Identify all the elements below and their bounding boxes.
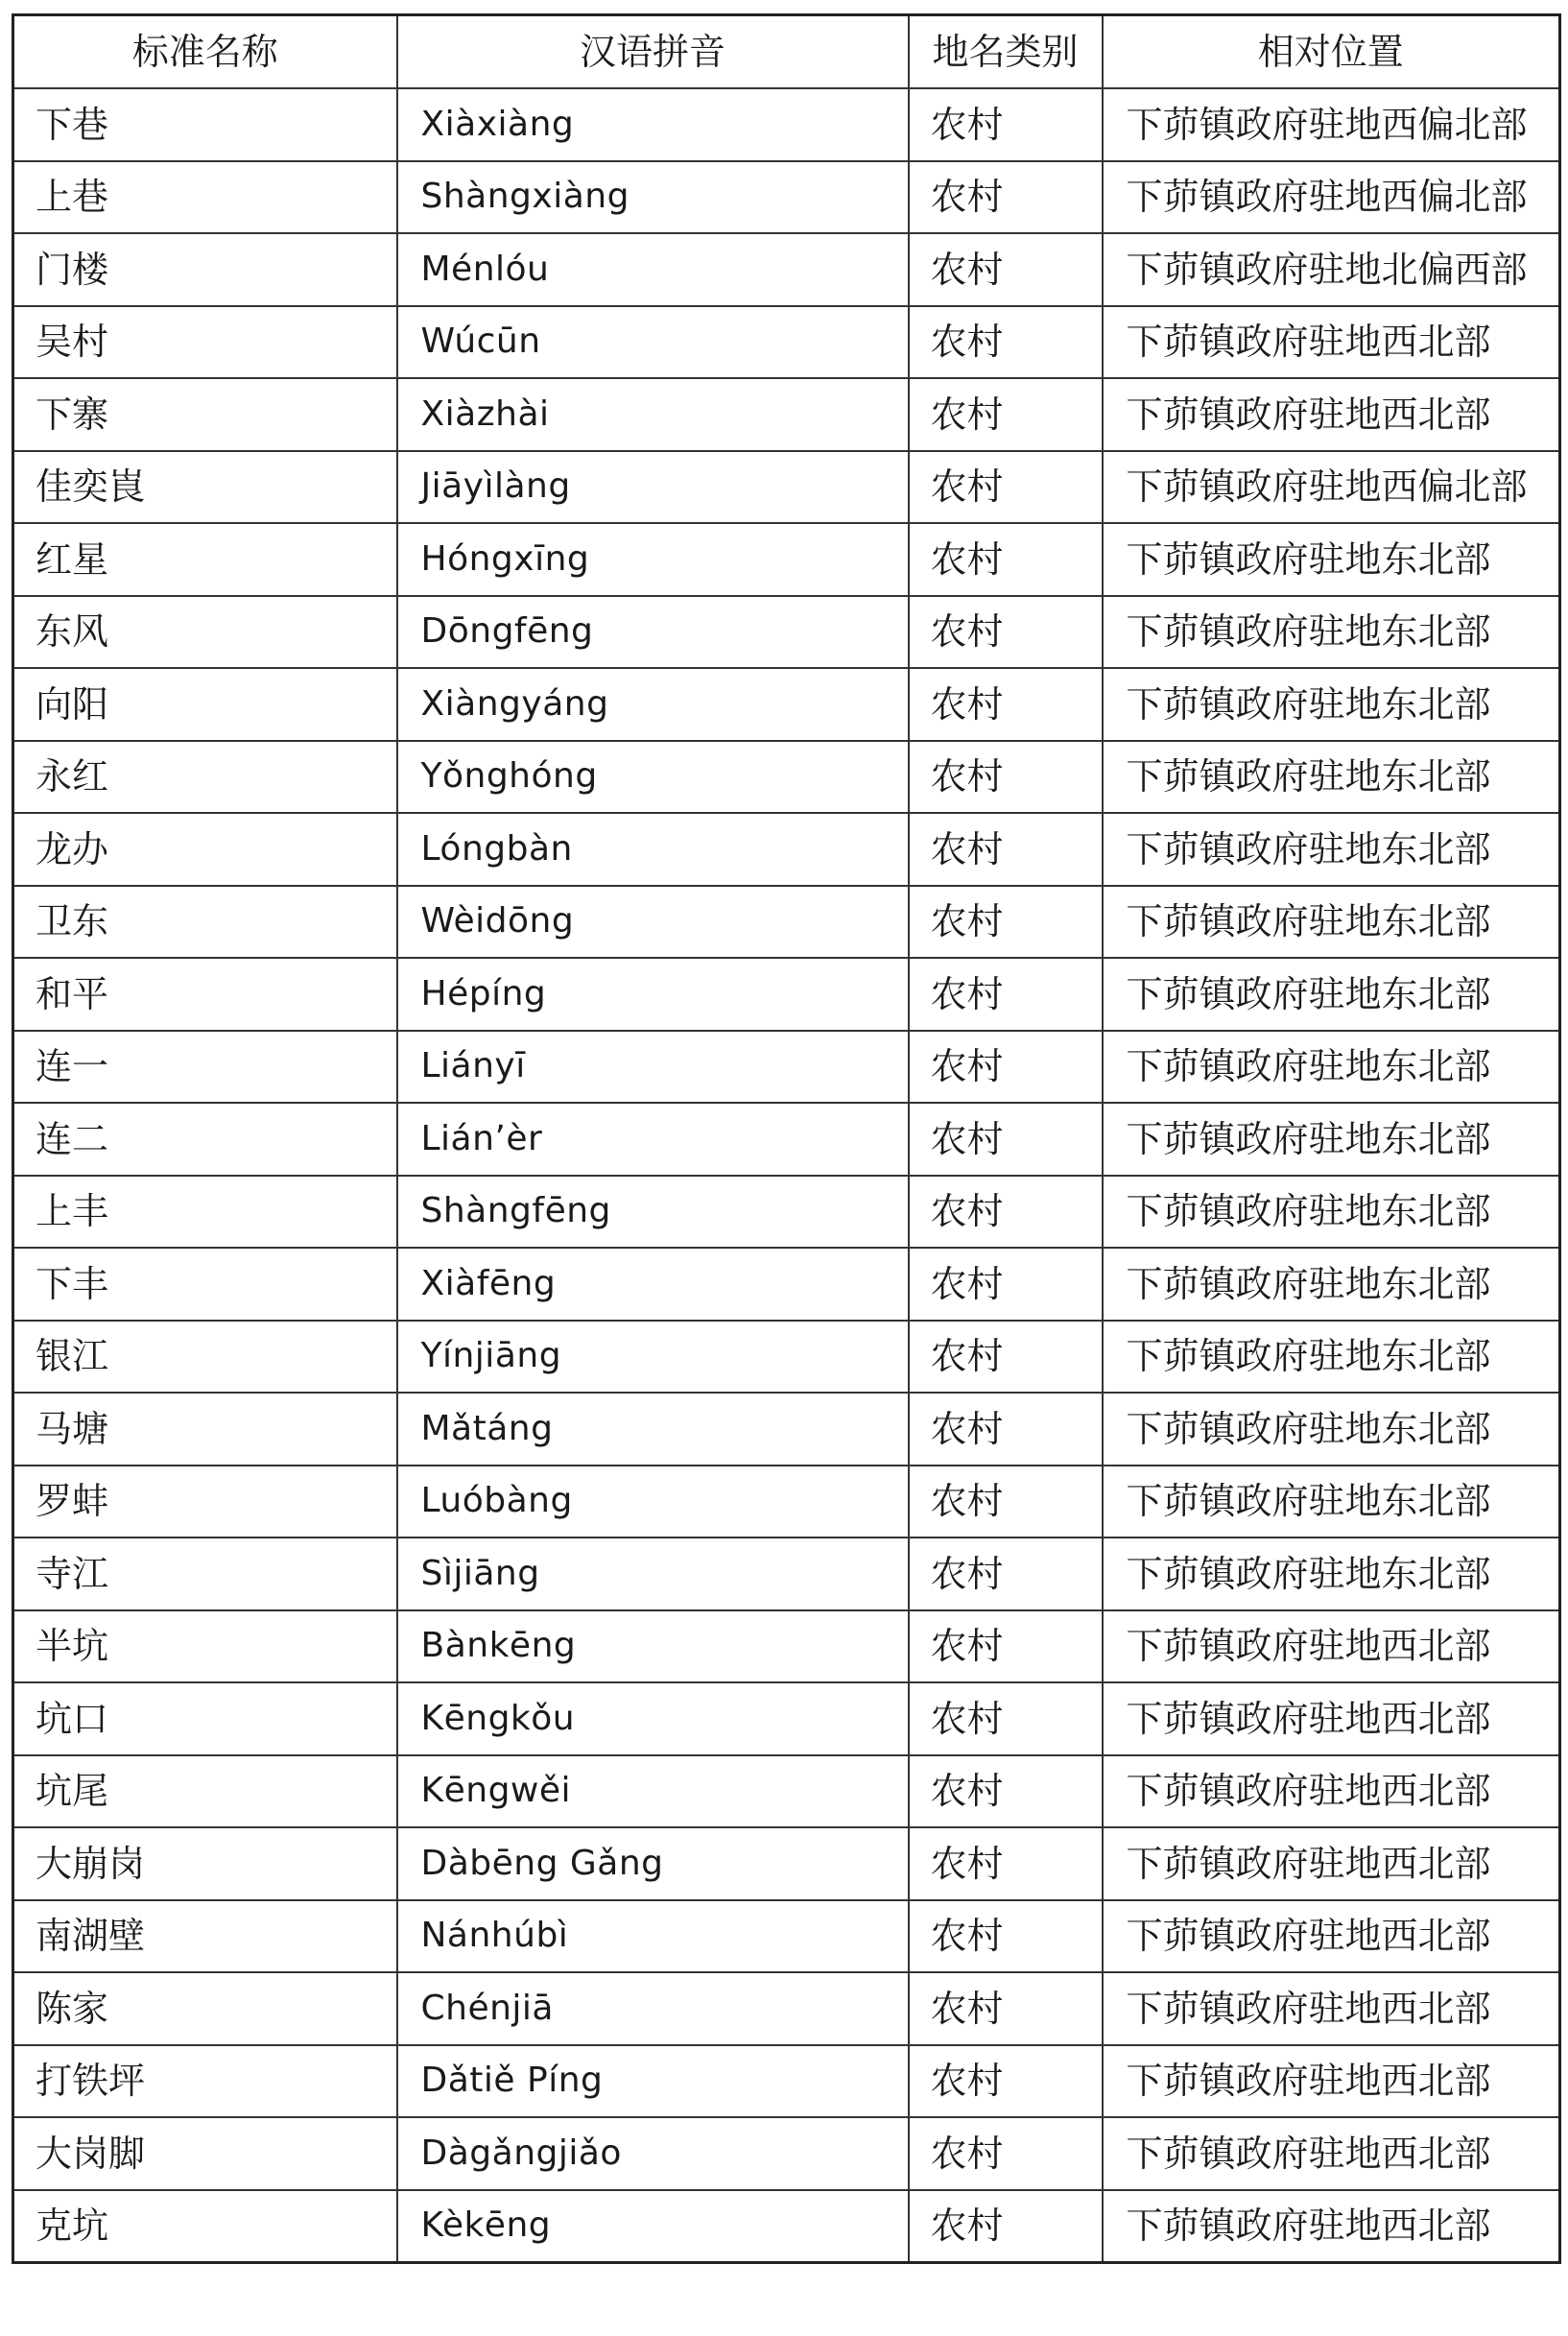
relative-position-cell: 下茆镇政府驻地东北部 [1103,1393,1560,1466]
relative-position-cell: 下茆镇政府驻地西北部 [1103,2045,1560,2118]
place-name-table [12,13,1561,2264]
standard-name-cell: 上巷 [13,161,397,234]
category-cell: 农村 [909,1466,1103,1538]
table-row [13,161,1560,234]
relative-position-cell: 下茆镇政府驻地北偏西部 [1103,233,1560,306]
table-row [13,1827,1560,1900]
relative-position-cell: 下茆镇政府驻地东北部 [1103,523,1560,596]
table-row [13,813,1560,886]
standard-name-cell: 下巷 [13,88,397,161]
relative-position-cell: 下茆镇政府驻地东北部 [1103,596,1560,669]
pinyin-cell: Kēngkǒu [397,1682,909,1755]
standard-name-cell: 坑尾 [13,1755,397,1828]
pinyin-cell: Xiàfēng [397,1248,909,1321]
category-cell: 农村 [909,306,1103,379]
category-cell: 农村 [909,1031,1103,1104]
table-row [13,306,1560,379]
standard-name-cell: 门楼 [13,233,397,306]
table-row [13,2117,1560,2190]
pinyin-cell: Dōngfēng [397,596,909,669]
pinyin-cell: Dàbēng Gǎng [397,1827,909,1900]
table-row [13,1321,1560,1394]
pinyin-cell: Kèkēng [397,2190,909,2263]
standard-name-cell: 大崩岗 [13,1827,397,1900]
table-row [13,1103,1560,1176]
category-cell: 农村 [909,88,1103,161]
relative-position-cell: 下茆镇政府驻地东北部 [1103,741,1560,814]
table-row [13,88,1560,161]
category-cell: 农村 [909,1393,1103,1466]
relative-position-cell: 下茆镇政府驻地东北部 [1103,1537,1560,1610]
pinyin-cell: Kēngwěi [397,1755,909,1828]
relative-position-cell: 下茆镇政府驻地西北部 [1103,1827,1560,1900]
place-name-table-sheet [12,13,1558,2264]
category-cell: 农村 [909,1321,1103,1394]
standard-name-cell: 卫东 [13,886,397,959]
relative-position-cell: 下茆镇政府驻地西北部 [1103,306,1560,379]
relative-position-cell: 下茆镇政府驻地西北部 [1103,1682,1560,1755]
pinyin-cell: Liányī [397,1031,909,1104]
category-cell: 农村 [909,1537,1103,1610]
category-cell: 农村 [909,161,1103,234]
pinyin-cell: Luóbàng [397,1466,909,1538]
table-row [13,451,1560,524]
pinyin-cell: Hépíng [397,958,909,1031]
table-row [13,2190,1560,2263]
table-row [13,1537,1560,1610]
pinyin-cell: Bànkēng [397,1610,909,1683]
relative-position-cell: 下茆镇政府驻地西北部 [1103,1900,1560,1973]
pinyin-cell: Sìjiāng [397,1537,909,1610]
table-row [13,523,1560,596]
standard-name-cell: 克坑 [13,2190,397,2263]
table-row [13,668,1560,741]
category-cell: 农村 [909,2117,1103,2190]
category-cell: 农村 [909,1103,1103,1176]
category-cell: 农村 [909,886,1103,959]
table-header-row [13,15,1560,89]
table-row [13,1682,1560,1755]
standard-name-cell: 大岗脚 [13,2117,397,2190]
category-cell: 农村 [909,1248,1103,1321]
standard-name-cell: 佳奕崀 [13,451,397,524]
relative-position-cell: 下茆镇政府驻地西偏北部 [1103,161,1560,234]
standard-name-cell: 下寨 [13,378,397,451]
pinyin-cell: Xiàngyáng [397,668,909,741]
relative-position-cell: 下茆镇政府驻地西北部 [1103,378,1560,451]
standard-name-cell: 龙办 [13,813,397,886]
pinyin-cell: Lián’èr [397,1103,909,1176]
standard-name-cell: 东风 [13,596,397,669]
header-category: 地名类别 [909,15,1103,89]
category-cell: 农村 [909,1972,1103,2045]
relative-position-cell: 下茆镇政府驻地西北部 [1103,2117,1560,2190]
pinyin-cell: Dàgǎngjiǎo [397,2117,909,2190]
pinyin-cell: Chénjiā [397,1972,909,2045]
relative-position-cell: 下茆镇政府驻地东北部 [1103,958,1560,1031]
pinyin-cell: Shàngfēng [397,1176,909,1249]
table-row [13,741,1560,814]
category-cell: 农村 [909,1755,1103,1828]
pinyin-cell: Shàngxiàng [397,161,909,234]
table-row [13,596,1560,669]
category-cell: 农村 [909,958,1103,1031]
pinyin-cell: Xiàzhài [397,378,909,451]
table-row [13,1900,1560,1973]
relative-position-cell: 下茆镇政府驻地东北部 [1103,1176,1560,1249]
table-row [13,1176,1560,1249]
relative-position-cell: 下茆镇政府驻地东北部 [1103,1103,1560,1176]
category-cell: 农村 [909,523,1103,596]
table-row [13,958,1560,1031]
standard-name-cell: 连二 [13,1103,397,1176]
pinyin-cell: Ménlóu [397,233,909,306]
category-cell: 农村 [909,2045,1103,2118]
table-row [13,1393,1560,1466]
standard-name-cell: 马塘 [13,1393,397,1466]
category-cell: 农村 [909,1682,1103,1755]
standard-name-cell: 陈家 [13,1972,397,2045]
category-cell: 农村 [909,813,1103,886]
relative-position-cell: 下茆镇政府驻地西偏北部 [1103,88,1560,161]
standard-name-cell: 罗蚌 [13,1466,397,1538]
category-cell: 农村 [909,1176,1103,1249]
relative-position-cell: 下茆镇政府驻地东北部 [1103,886,1560,959]
relative-position-cell: 下茆镇政府驻地东北部 [1103,1031,1560,1104]
header-pinyin: 汉语拼音 [397,15,909,89]
table-row [13,233,1560,306]
table-body [13,88,1560,2263]
standard-name-cell: 和平 [13,958,397,1031]
standard-name-cell: 下丰 [13,1248,397,1321]
relative-position-cell: 下茆镇政府驻地西北部 [1103,1610,1560,1683]
table-row [13,1031,1560,1104]
standard-name-cell: 南湖壁 [13,1900,397,1973]
standard-name-cell: 吴村 [13,306,397,379]
pinyin-cell: Yǒnghóng [397,741,909,814]
table-row [13,1972,1560,2045]
relative-position-cell: 下茆镇政府驻地东北部 [1103,1466,1560,1538]
relative-position-cell: 下茆镇政府驻地西北部 [1103,1755,1560,1828]
pinyin-cell: Hóngxīng [397,523,909,596]
category-cell: 农村 [909,1610,1103,1683]
pinyin-cell: Wúcūn [397,306,909,379]
table-row [13,1610,1560,1683]
table-row [13,378,1560,451]
pinyin-cell: Wèidōng [397,886,909,959]
pinyin-cell: Xiàxiàng [397,88,909,161]
table-row [13,1466,1560,1538]
table-row [13,886,1560,959]
pinyin-cell: Nánhúbì [397,1900,909,1973]
standard-name-cell: 向阳 [13,668,397,741]
category-cell: 农村 [909,378,1103,451]
relative-position-cell: 下茆镇政府驻地东北部 [1103,813,1560,886]
pinyin-cell: Yínjiāng [397,1321,909,1394]
relative-position-cell: 下茆镇政府驻地西偏北部 [1103,451,1560,524]
category-cell: 农村 [909,451,1103,524]
category-cell: 农村 [909,1827,1103,1900]
relative-position-cell: 下茆镇政府驻地东北部 [1103,668,1560,741]
category-cell: 农村 [909,233,1103,306]
category-cell: 农村 [909,668,1103,741]
pinyin-cell: Dǎtiě Píng [397,2045,909,2118]
standard-name-cell: 坑口 [13,1682,397,1755]
standard-name-cell: 永红 [13,741,397,814]
table-row [13,1755,1560,1828]
header-relative-position: 相对位置 [1103,15,1560,89]
relative-position-cell: 下茆镇政府驻地东北部 [1103,1321,1560,1394]
table-row [13,2045,1560,2118]
standard-name-cell: 连一 [13,1031,397,1104]
pinyin-cell: Jiāyìlàng [397,451,909,524]
category-cell: 农村 [909,596,1103,669]
standard-name-cell: 银江 [13,1321,397,1394]
relative-position-cell: 下茆镇政府驻地西北部 [1103,1972,1560,2045]
table-row [13,1248,1560,1321]
header-standard-name: 标准名称 [13,15,397,89]
standard-name-cell: 打铁坪 [13,2045,397,2118]
category-cell: 农村 [909,741,1103,814]
standard-name-cell: 红星 [13,523,397,596]
category-cell: 农村 [909,1900,1103,1973]
standard-name-cell: 上丰 [13,1176,397,1249]
standard-name-cell: 半坑 [13,1610,397,1683]
relative-position-cell: 下茆镇政府驻地西北部 [1103,2190,1560,2263]
pinyin-cell: Lóngbàn [397,813,909,886]
pinyin-cell: Mǎtáng [397,1393,909,1466]
category-cell: 农村 [909,2190,1103,2263]
standard-name-cell: 寺江 [13,1537,397,1610]
relative-position-cell: 下茆镇政府驻地东北部 [1103,1248,1560,1321]
